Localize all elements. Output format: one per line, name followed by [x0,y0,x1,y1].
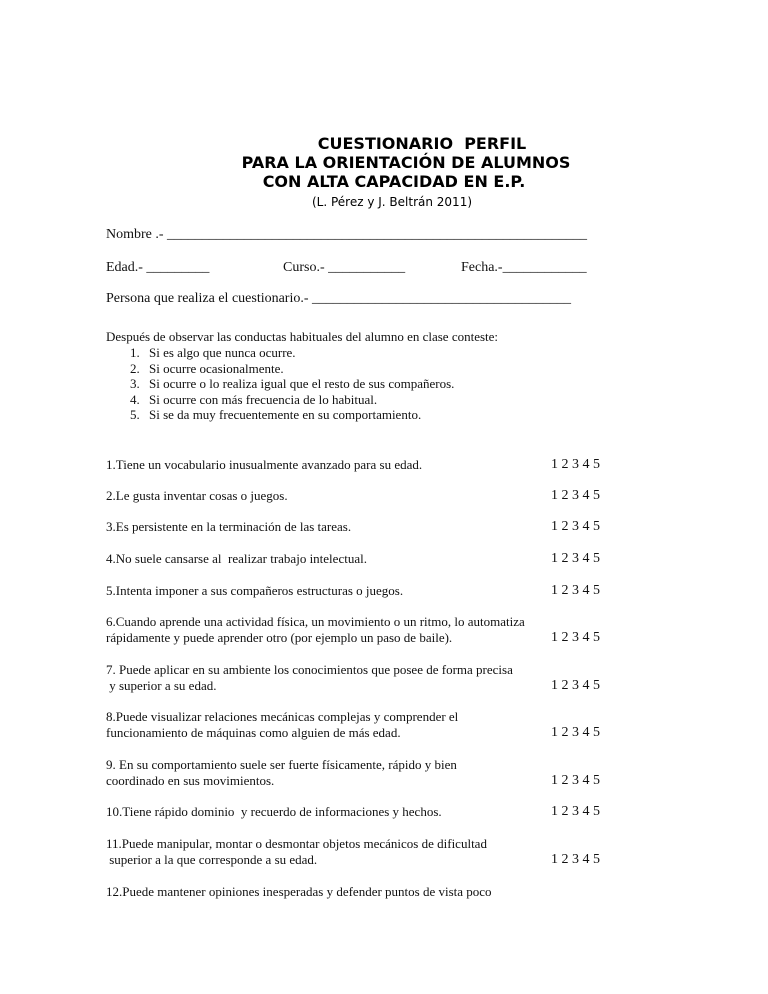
question-9-scale: 1 2 3 4 5 [551,773,600,788]
authors-credit: (L. Pérez y J. Beltrán 2011) [311,195,473,209]
option-item: 3. Si ocurre o lo realiza igual que el resto de sus compañeros. [130,376,455,391]
question-2-text: 2.Le gusta inventar cosas o juegos. [106,488,288,503]
title-line-1: CUESTIONARIO PERFIL [317,134,527,153]
instructions-intro: Después de observar las conductas habituales del alumno en clase conteste: [106,329,499,344]
question-11-text: 11.Puede manipular, montar o desmontar objetos mecánicos de dificultad [106,836,487,851]
option-item: 4. Si ocurre con más frecuencia de lo habitual. [130,391,378,407]
title-line-2: PARA LA ORIENTACIÓN DE ALUMNOS [241,153,571,172]
question-10-text: 10.Tiene rápido dominio y recuerdo de informaciones y hechos. [106,804,442,819]
fecha-field: Fecha.-____________ [461,260,587,275]
edad-field: Edad.- _________ [106,260,210,275]
question-5-scale: 1 2 3 4 5 [551,583,600,598]
question-6-text-cont: rápidamente y puede aprender otro (por ejemplo un paso de baile). [106,630,453,645]
nombre-field: Nombre .- ____________________________________________________________ [106,227,588,242]
question-1-scale: 1 2 3 4 5 [551,457,600,472]
question-7-text-cont: y superior a su edad. [106,678,217,693]
question-2-scale: 1 2 3 4 5 [551,488,600,503]
curso-field: Curso.- ___________ [283,260,406,275]
question-7-text: 7. Puede aplicar en su ambiente los conocimientos que posee de forma precisa [106,662,513,677]
question-1-text: 1.Tiene un vocabulario inusualmente avanzado para su edad. [106,457,423,472]
question-5-text: 5.Intenta imponer a sus compañeros estructuras o juegos. [106,583,404,598]
question-9-text-cont: coordinado en sus movimientos. [106,773,275,788]
option-item: 5. Si se da muy frecuentemente en su comportamiento. [130,407,422,422]
question-4-text: 4.No suele cansarse al realizar trabajo intelectual. [106,551,367,566]
question-8-text-cont: funcionamiento de máquinas como alguien de más edad. [106,725,401,740]
question-3-text: 3.Es persistente en la terminación de las tareas. [106,519,352,534]
question-12-text: 12.Puede mantener opiniones inesperadas y defender puntos de vista poco [106,884,492,899]
persona-field: Persona que realiza el cuestionario.- _____________________________________ [106,291,572,306]
question-8-text: 8.Puede visualizar relaciones mecánicas complejas y comprender el [106,709,459,724]
question-7-scale: 1 2 3 4 5 [551,678,600,693]
question-10-scale: 1 2 3 4 5 [551,804,600,819]
question-11-scale: 1 2 3 4 5 [551,852,600,867]
option-item: 2. Si ocurre ocasionalmente. [130,360,284,376]
question-3-scale: 1 2 3 4 5 [551,519,600,534]
question-6-scale: 1 2 3 4 5 [551,630,600,645]
question-4-scale: 1 2 3 4 5 [551,551,600,566]
title-line-3: CON ALTA CAPACIDAD EN E.P. [262,172,526,191]
question-9-text: 9. En su comportamiento suele ser fuerte físicamente, rápido y bien [106,757,457,772]
question-8-scale: 1 2 3 4 5 [551,725,600,740]
question-6-text: 6.Cuando aprende una actividad física, un movimiento o un ritmo, lo automatiza [106,614,525,629]
option-item: 1. Si es algo que nunca ocurre. [130,345,296,360]
instructions-options [130,345,454,423]
question-11-text-cont: superior a la que corresponde a su edad. [106,852,318,867]
